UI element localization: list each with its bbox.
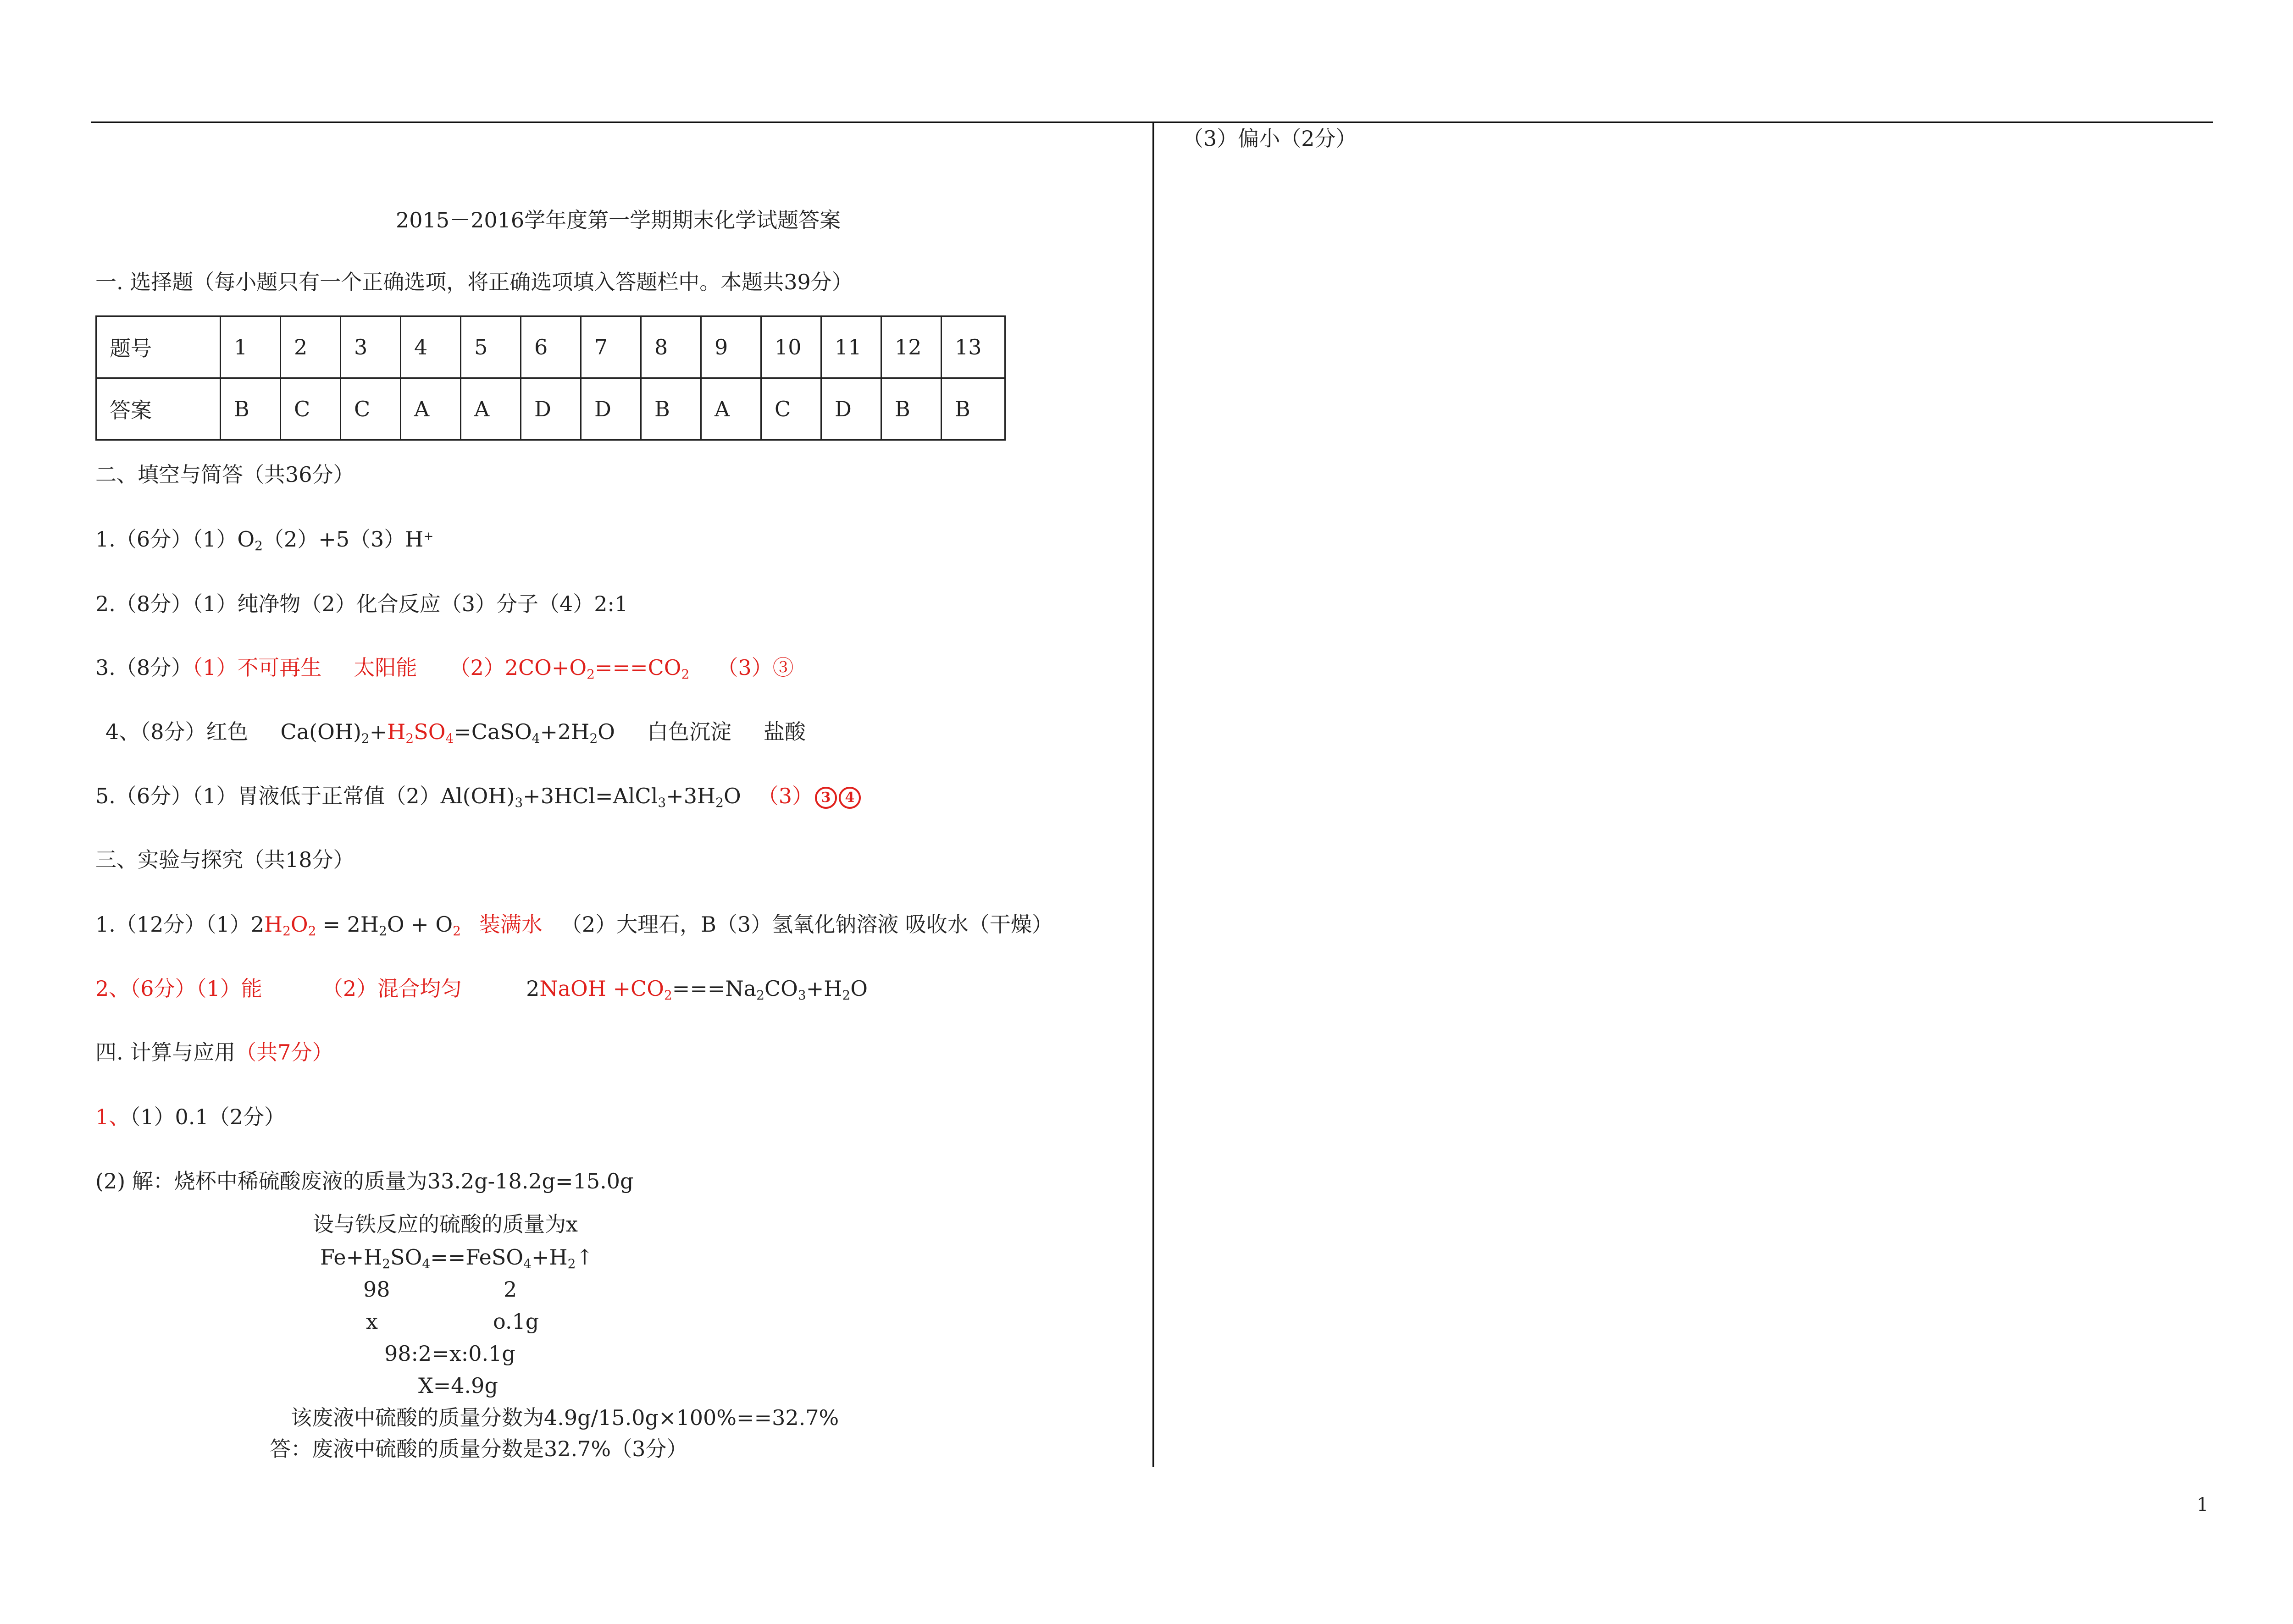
calc-mass-2: 2 <box>504 1277 517 1302</box>
s3-q1-rest: （2）大理石，B（3）氢氧化钠溶液 吸收水（干燥） <box>560 912 1053 937</box>
table-cell: A <box>701 378 761 440</box>
circled-three: 3 <box>815 787 837 809</box>
calc-line-1: 设与铁反应的硫酸的质量为x <box>313 1212 578 1237</box>
table-cell: 7 <box>581 316 641 378</box>
table-cell: 1 <box>221 316 281 378</box>
s2-q3-eq: $(2)2CO+O_2===CO_2$ <box>449 655 690 682</box>
calc-var-01g: o.1g <box>493 1309 539 1334</box>
s2-q5: 5.（6分）（1）胃液低于正常值$(2)Al(OH)_3+3HCl=AlCl_3+3H_2O$ （3） 3 4 <box>95 782 861 810</box>
table-header-label: 题号 <box>96 316 221 378</box>
s3-q2: 2、（6分）（1）能 （2）混合均匀 2NaOH $+CO_2===Na_2CO_3+H_2O$ <box>95 976 868 1003</box>
table-cell: 6 <box>521 316 581 378</box>
table-cell: A <box>461 378 521 440</box>
s2-q5-red: （3） <box>757 784 813 808</box>
table-cell: D <box>521 378 581 440</box>
table-cell: C <box>281 378 341 440</box>
table-row <box>96 378 1005 440</box>
page-title: 2015－2016学年度第一学期期末化学试题答案 <box>396 208 841 232</box>
table-cell: 2 <box>281 316 341 378</box>
s2-q3 <box>95 654 794 681</box>
s4-q1: 1、（1）0.1（2分） <box>95 1105 285 1129</box>
s3-q1: 1.（12分）$(1)2H_2O_2 = 2H_2O + O_2$ 装满水 （2）大理石，B（3）氢氧化钠溶液 吸收水（干燥） <box>95 912 1053 939</box>
table-cell: B <box>641 378 701 440</box>
table-cell: 8 <box>641 316 701 378</box>
table-cell: 4 <box>401 316 461 378</box>
answer-table <box>95 315 1006 441</box>
table-cell: C <box>761 378 821 440</box>
page-number: 1 <box>2197 1494 2209 1515</box>
table-cell: D <box>581 378 641 440</box>
s2-q3-a4: （3）③ <box>717 655 794 680</box>
top-rule <box>91 122 2213 123</box>
s2-q4 <box>105 718 806 746</box>
circled-four: 4 <box>839 787 861 809</box>
s2-q1-p1: （1）O <box>192 527 255 552</box>
calc-mass-98: 98 <box>363 1277 390 1302</box>
s2-q4-w2: 盐酸 <box>763 719 806 744</box>
calc-var-x: x <box>366 1309 378 1334</box>
table-cell: 3 <box>341 316 401 378</box>
table-cell: B <box>881 378 942 440</box>
calc-result: X=4.9g <box>418 1373 498 1398</box>
s2-q1-p2: （2）+5（3）H <box>262 527 424 552</box>
table-cell: 11 <box>821 316 881 378</box>
s2-q1-num: 1.（6分） <box>95 527 193 552</box>
s4-q2: (2) 解：烧杯中稀硫酸废液的质量为33.2g-18.2g=15.0g <box>95 1169 634 1193</box>
table-cell: 13 <box>942 316 1005 378</box>
section3-heading: 三、实验与探究（共18分） <box>95 847 354 872</box>
table-row <box>96 316 1005 378</box>
section4-heading: 四. 计算与应用（共7分） <box>95 1040 333 1065</box>
table-answer-label: 答案 <box>96 378 221 440</box>
s2-q3-a2: 太阳能 <box>354 655 417 680</box>
calc-fraction: 该废液中硫酸的质量分数为4.9g/15.0g×100%==32.7% <box>291 1405 839 1430</box>
s2-q1 <box>95 525 433 553</box>
table-cell: 10 <box>761 316 821 378</box>
table-cell: D <box>821 378 881 440</box>
superscript: + <box>423 530 434 543</box>
s2-q3-a1: （1）不可再生 <box>192 655 322 680</box>
section2-heading: 二、填空与简答（共36分） <box>95 462 354 487</box>
table-cell: 9 <box>701 316 761 378</box>
s2-q4-num: 4、（8分）红色 <box>105 719 249 744</box>
s2-q2: 2.（8分）（1）纯净物（2）化合反应（3）分子（4）2:1 <box>95 591 628 616</box>
s2-q4-w1: 白色沉淀 <box>647 719 731 744</box>
table-cell: C <box>341 378 401 440</box>
subscript: 2 <box>255 538 263 553</box>
calc-ratio: 98:2=x:0.1g <box>384 1341 515 1366</box>
right-column-item: （3）偏小（2分） <box>1182 126 1357 151</box>
column-divider <box>1152 122 1154 1467</box>
section1-heading: 一. 选择题（每小题只有一个正确选项，将正确选项填入答题栏中。本题共39分） <box>95 270 853 294</box>
s2-q3-num: 3.（8分） <box>95 655 193 680</box>
table-cell: A <box>401 378 461 440</box>
table-cell: 12 <box>881 316 942 378</box>
table-cell: 5 <box>461 316 521 378</box>
table-cell: B <box>942 378 1005 440</box>
calc-equation: $Fe+H_2SO_4==FeSO_4+H_2↑$ <box>320 1245 593 1271</box>
table-cell: B <box>221 378 281 440</box>
calc-answer: 答：废液中硫酸的质量分数是32.7%（3分） <box>270 1436 688 1461</box>
s2-q4-equation: $Ca(OH)_2+H_2SO_4=CaSO_4+2H_2O$ <box>280 719 615 746</box>
s3-q1-red: 装满水 <box>479 912 543 937</box>
